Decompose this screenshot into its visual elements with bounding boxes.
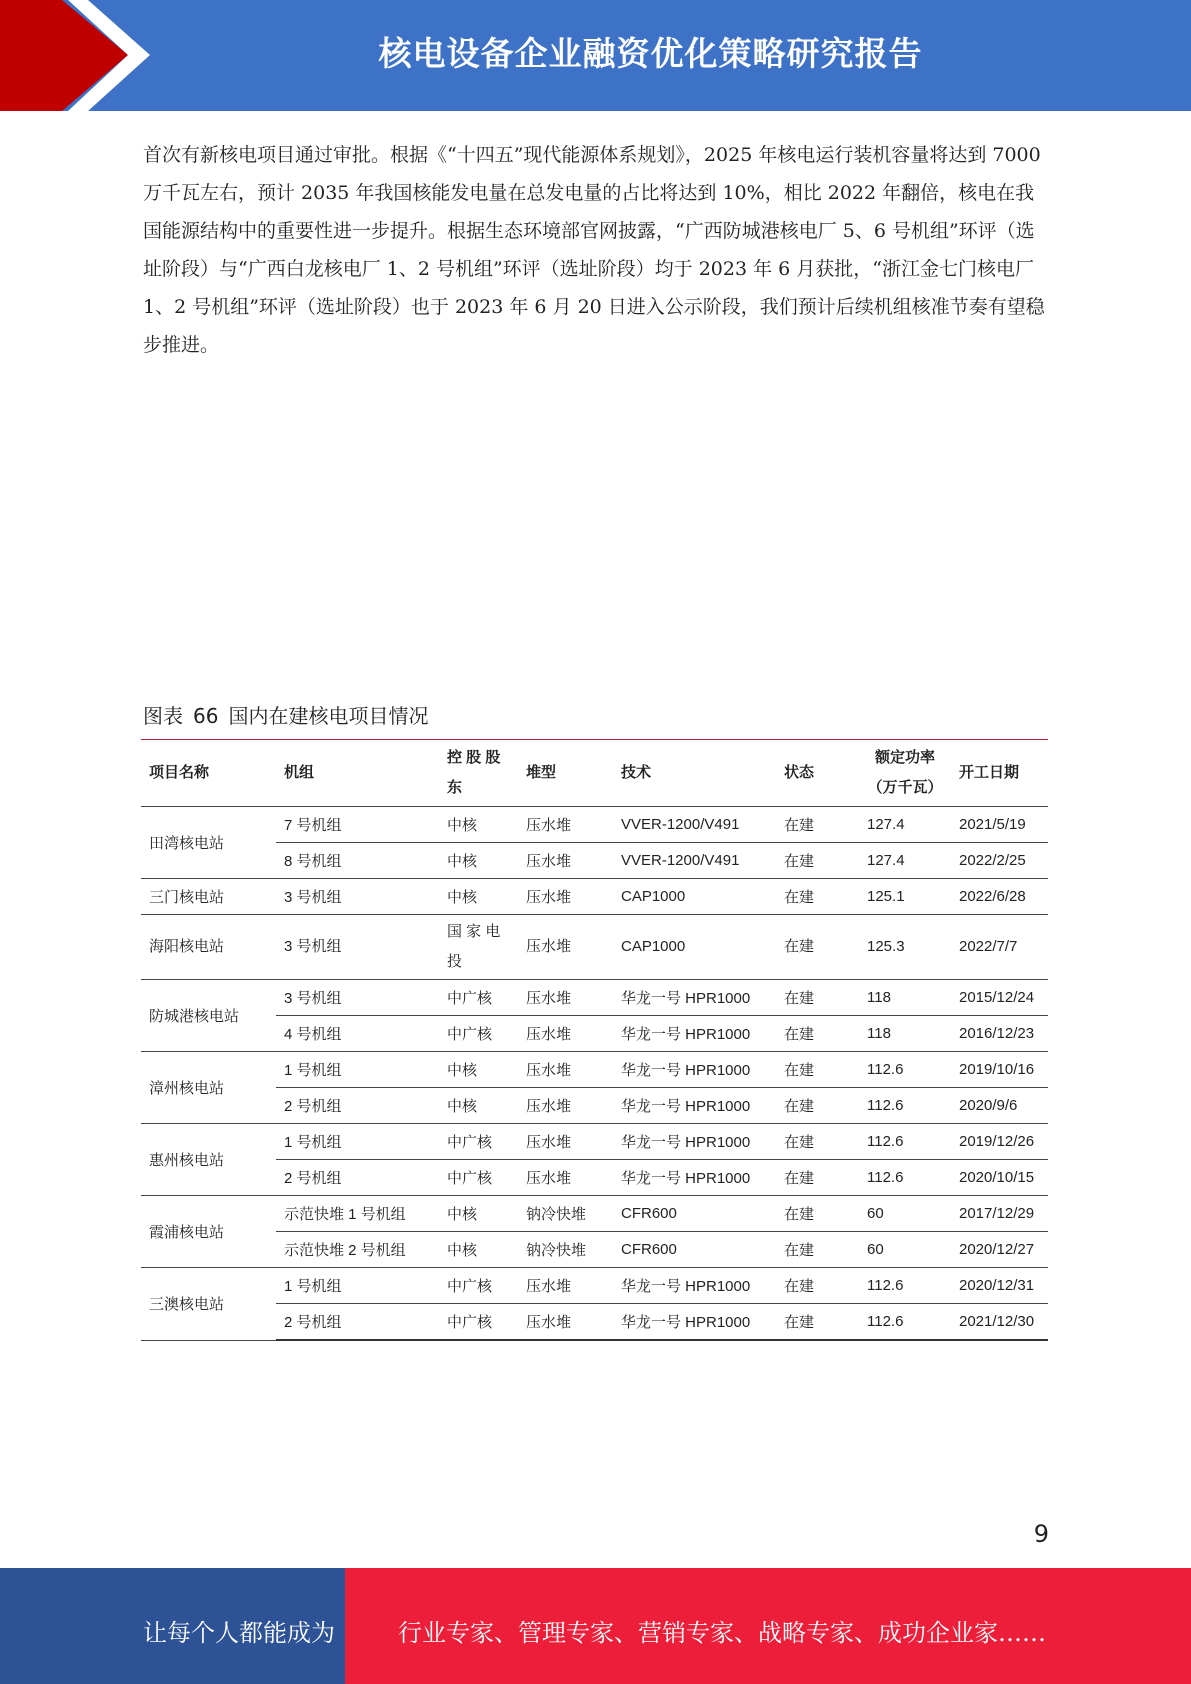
cell-status: 在建 — [776, 915, 859, 980]
cell-power: 125.3 — [859, 915, 951, 980]
cell-status: 在建 — [776, 807, 859, 843]
cell-technology: 华龙一号 HPR1000 — [613, 980, 776, 1016]
cell-power: 112.6 — [859, 1124, 951, 1160]
cell-reactor: 压水堆 — [518, 879, 613, 915]
table-row — [141, 1052, 1048, 1088]
cell-technology: 华龙一号 HPR1000 — [613, 1016, 776, 1052]
cell-project: 三澳核电站 — [141, 1268, 276, 1341]
header-reactor: 堆型 — [526, 764, 557, 781]
cell-unit: 1 号机组 — [276, 1052, 439, 1088]
cell-shareholder: 中核 — [439, 1052, 518, 1088]
cell-reactor: 压水堆 — [518, 1052, 613, 1088]
cell-start: 2016/12/23 — [951, 1016, 1048, 1052]
cell-technology: 华龙一号 HPR1000 — [613, 1052, 776, 1088]
cell-shareholder: 中广核 — [439, 1124, 518, 1160]
cell-reactor: 钠冷快堆 — [518, 1196, 613, 1232]
cell-unit: 1 号机组 — [276, 1124, 439, 1160]
cell-technology: 华龙一号 HPR1000 — [613, 1088, 776, 1124]
cell-unit: 7 号机组 — [276, 807, 439, 843]
header-technology: 技术 — [621, 764, 652, 781]
table-row — [141, 879, 1048, 915]
cell-unit: 2 号机组 — [276, 1088, 439, 1124]
header-arrow-logo — [0, 0, 150, 111]
document-title: 核电设备企业融资优化策略研究报告 — [378, 34, 923, 73]
cell-status: 在建 — [776, 843, 859, 879]
cell-technology: 华龙一号 HPR1000 — [613, 1160, 776, 1196]
table-row — [141, 1196, 1048, 1232]
cell-start: 2022/2/25 — [951, 843, 1048, 879]
cell-status: 在建 — [776, 1124, 859, 1160]
cell-power: 112.6 — [859, 1268, 951, 1304]
cell-power: 112.6 — [859, 1160, 951, 1196]
cell-power: 112.6 — [859, 1088, 951, 1124]
cell-technology: CFR600 — [613, 1196, 776, 1232]
cell-power: 127.4 — [859, 843, 951, 879]
cell-unit: 1 号机组 — [276, 1268, 439, 1304]
nuclear-projects-table — [141, 739, 1048, 1341]
cell-start: 2021/12/30 — [951, 1304, 1048, 1341]
cell-start: 2017/12/29 — [951, 1196, 1048, 1232]
table-row — [141, 980, 1048, 1016]
cell-start: 2022/7/7 — [951, 915, 1048, 980]
cell-start: 2020/9/6 — [951, 1088, 1048, 1124]
cell-start: 2019/10/16 — [951, 1052, 1048, 1088]
cell-unit: 3 号机组 — [276, 980, 439, 1016]
cell-technology: VVER-1200/V491 — [613, 843, 776, 879]
figure-caption — [143, 700, 428, 729]
cell-shareholder: 中广核 — [439, 1268, 518, 1304]
cell-technology: 华龙一号 HPR1000 — [613, 1304, 776, 1341]
cell-reactor: 压水堆 — [518, 843, 613, 879]
header-status: 状态 — [784, 764, 815, 781]
cell-start: 2020/12/31 — [951, 1268, 1048, 1304]
body-paragraph: 首次有新核电项目通过审批。根据《“十四五”现代能源体系规划》，2025 年核电运行装机容量将达到 7000 万千瓦左右，预计 2035 年我国核能发电量在总发电量的占比将达到 10%，相比 2022 年翻倍，核电在我国能源结构中的重要性进一步提升。根据生态环境部官网披露，“广西防城港核电厂 5、6 号机组”环评（选址阶段）与“广西白龙核电厂 1、2 号机组”环评（选址阶段）均于 2023 年 6 月获批，“浙江金七门核电厂 1、2 号机组”环评（选址阶段）也于 2023 年 6 月 20 日进入公示阶段，我们预计后续机组核准节奏有望稳步推进。 — [143, 144, 1045, 356]
header-start: 开工日期 — [959, 764, 1020, 781]
footer-slogan-right: 行业专家、管理专家、营销专家、战略专家、成功企业家…… — [398, 1619, 1046, 1647]
table-row — [141, 1268, 1048, 1304]
cell-start: 2019/12/26 — [951, 1124, 1048, 1160]
header-shareholder: 控 股 股 东 — [447, 749, 501, 796]
cell-technology: CFR600 — [613, 1232, 776, 1268]
cell-project: 田湾核电站 — [141, 807, 276, 879]
table-row — [141, 1088, 1048, 1124]
page-footer — [0, 1568, 1191, 1684]
cell-status: 在建 — [776, 1052, 859, 1088]
cell-shareholder: 中核 — [439, 879, 518, 915]
cell-unit: 2 号机组 — [276, 1160, 439, 1196]
cell-technology: VVER-1200/V491 — [613, 807, 776, 843]
cell-project: 防城港核电站 — [141, 980, 276, 1052]
cell-unit: 2 号机组 — [276, 1304, 439, 1341]
cell-reactor: 压水堆 — [518, 807, 613, 843]
cell-reactor: 压水堆 — [518, 980, 613, 1016]
caption-prefix: 图表 — [143, 704, 183, 728]
cell-shareholder: 中广核 — [439, 1160, 518, 1196]
cell-reactor: 压水堆 — [518, 1016, 613, 1052]
cell-project: 惠州核电站 — [141, 1124, 276, 1196]
cell-reactor: 压水堆 — [518, 1304, 613, 1341]
cell-status: 在建 — [776, 1268, 859, 1304]
table-header-row — [141, 740, 1048, 807]
page-number: 9 — [1033, 1520, 1049, 1548]
cell-start: 2015/12/24 — [951, 980, 1048, 1016]
cell-unit: 3 号机组 — [276, 915, 439, 980]
cell-technology: CAP1000 — [613, 915, 776, 980]
header-project: 项目名称 — [149, 764, 210, 781]
cell-technology: 华龙一号 HPR1000 — [613, 1124, 776, 1160]
table-row — [141, 1160, 1048, 1196]
cell-status: 在建 — [776, 1088, 859, 1124]
cell-shareholder: 中核 — [439, 843, 518, 879]
cell-shareholder: 国 家 电 投 — [439, 915, 518, 980]
cell-project: 三门核电站 — [141, 879, 276, 915]
cell-reactor: 压水堆 — [518, 1160, 613, 1196]
cell-power: 125.1 — [859, 879, 951, 915]
cell-power: 127.4 — [859, 807, 951, 843]
cell-power: 112.6 — [859, 1304, 951, 1341]
cell-status: 在建 — [776, 1196, 859, 1232]
cell-shareholder: 中核 — [439, 1196, 518, 1232]
table-row — [141, 1124, 1048, 1160]
cell-status: 在建 — [776, 879, 859, 915]
cell-unit: 示范快堆 1 号机组 — [276, 1196, 439, 1232]
cell-shareholder: 中广核 — [439, 1016, 518, 1052]
cell-power: 118 — [859, 980, 951, 1016]
cell-power: 60 — [859, 1196, 951, 1232]
cell-project: 霞浦核电站 — [141, 1196, 276, 1268]
header-unit: 机组 — [284, 764, 315, 781]
cell-unit: 示范快堆 2 号机组 — [276, 1232, 439, 1268]
table-row — [141, 1232, 1048, 1268]
cell-shareholder: 中核 — [439, 1088, 518, 1124]
cell-unit: 8 号机组 — [276, 843, 439, 879]
cell-status: 在建 — [776, 1160, 859, 1196]
cell-reactor: 压水堆 — [518, 1088, 613, 1124]
cell-shareholder: 中核 — [439, 1232, 518, 1268]
cell-shareholder: 中广核 — [439, 1304, 518, 1341]
cell-project: 漳州核电站 — [141, 1052, 276, 1124]
cell-technology: 华龙一号 HPR1000 — [613, 1268, 776, 1304]
cell-start: 2021/5/19 — [951, 807, 1048, 843]
cell-shareholder: 中核 — [439, 807, 518, 843]
cell-start: 2020/12/27 — [951, 1232, 1048, 1268]
table-row — [141, 915, 1048, 980]
table-row — [141, 1304, 1048, 1341]
cell-status: 在建 — [776, 1232, 859, 1268]
cell-status: 在建 — [776, 980, 859, 1016]
caption-text: 国内在建核电项目情况 — [228, 704, 429, 728]
table-row — [141, 1016, 1048, 1052]
cell-status: 在建 — [776, 1016, 859, 1052]
cell-reactor: 压水堆 — [518, 1124, 613, 1160]
table-row — [141, 807, 1048, 843]
cell-reactor: 压水堆 — [518, 1268, 613, 1304]
cell-unit: 4 号机组 — [276, 1016, 439, 1052]
header-power: 额定功率（万千瓦） — [867, 749, 943, 796]
cell-power: 118 — [859, 1016, 951, 1052]
cell-start: 2022/6/28 — [951, 879, 1048, 915]
cell-start: 2020/10/15 — [951, 1160, 1048, 1196]
cell-technology: CAP1000 — [613, 879, 776, 915]
page-header — [0, 0, 1191, 111]
cell-shareholder: 中广核 — [439, 980, 518, 1016]
cell-reactor: 压水堆 — [518, 915, 613, 980]
cell-power: 112.6 — [859, 1052, 951, 1088]
cell-power: 60 — [859, 1232, 951, 1268]
footer-slogan-left: 让每个人都能成为 — [143, 1619, 335, 1647]
cell-status: 在建 — [776, 1304, 859, 1341]
cell-unit: 3 号机组 — [276, 879, 439, 915]
caption-number: 66 — [193, 704, 219, 728]
cell-project: 海阳核电站 — [141, 915, 276, 980]
cell-reactor: 钠冷快堆 — [518, 1232, 613, 1268]
table-row — [141, 843, 1048, 879]
